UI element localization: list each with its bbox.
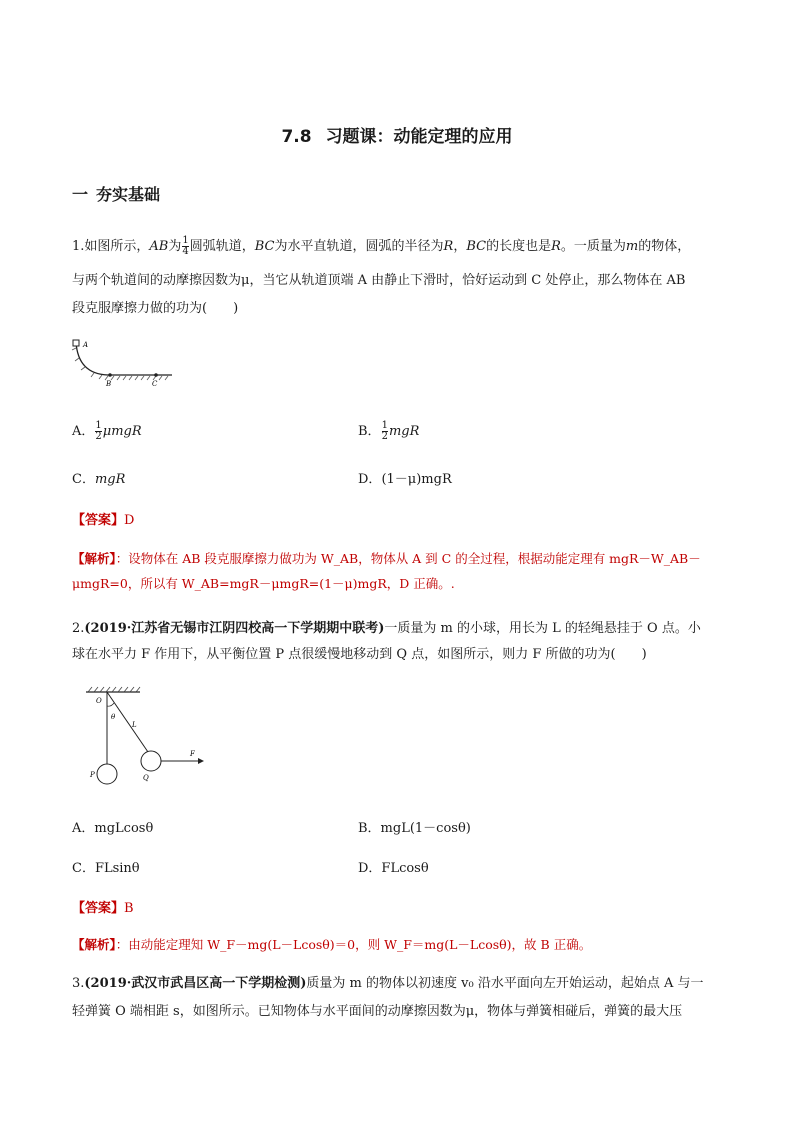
analysis-label: 【解析】 (72, 937, 116, 952)
q1-m: m (625, 239, 639, 254)
q2-ball-q (141, 751, 161, 771)
q2-option-a: A．mgLcosθ (72, 821, 154, 836)
q2-text: 一质量为 m 的小球，用长为 L 的轻绳悬挂于 O 点。小 (384, 621, 701, 636)
title-text: 习题课：动能定理的应用 (325, 127, 513, 147)
q1-text: 圆弧轨道， (189, 239, 255, 254)
q2-option-c: C．FLsinθ (72, 861, 140, 876)
q1-frac-num: 1 (182, 235, 189, 246)
q2-ceiling-hatch (88, 687, 140, 692)
q1-option-a (72, 420, 142, 442)
q2-string-q (107, 692, 148, 752)
q1-bc: BC (254, 239, 275, 254)
answer-value: D (124, 513, 135, 528)
q1-text: 为 (168, 239, 182, 254)
q2-label-p: P (90, 771, 95, 779)
analysis-label: 【解析】 (72, 551, 116, 566)
q1-option-c (72, 468, 125, 487)
q2-line-2: 球在水平力 F 作用下，从平衡位置 P 点很缓慢地移动到 Q 点，如图所示，则力 F 所做的功为( ) (72, 647, 647, 662)
answer-label: 【答案】 (72, 901, 125, 916)
q3-line-1 (72, 974, 732, 994)
option-expr: μmgR (102, 424, 142, 439)
q2-line-1 (72, 619, 732, 639)
q2-option-b: B．mgL(1－cosθ) (358, 821, 471, 836)
q1-analysis-line-2: μmgR=0，所以有 W_AB=mgR－μmgR=(1－μ)mgR，D 正确。. (72, 576, 455, 591)
analysis-text: ：由动能定理知 W_F－mg(L－Lcosθ)＝0，则 W_F＝mg(L－Lcosθ)，故 B 正确。 (115, 937, 592, 952)
q1-track-line (76, 342, 172, 375)
q1-option-b (358, 420, 419, 442)
q1-r: R (443, 239, 454, 254)
q2-label-q: Q (143, 774, 149, 782)
q1-line-1 (72, 236, 732, 257)
q2-option-d: D．FLcosθ (358, 861, 429, 876)
q2-ball-p (97, 764, 117, 784)
section-title: 夯实基础 (96, 185, 161, 204)
q1-label-a: A (83, 341, 89, 349)
q1-option-d (358, 468, 452, 487)
q3-text: 质量为 m 的物体以初速度 v₀ 沿水平面向左开始运动，起始点 A 与一 (306, 976, 704, 991)
q1-point-b (108, 373, 112, 377)
q1-text: 为水平直轨道，圆弧的半径为 (274, 239, 444, 254)
q1-line-3: 段克服摩擦力做的功为( ) (72, 301, 239, 316)
q1-r: R (551, 239, 561, 254)
q2-analysis (72, 935, 591, 955)
section-mark: 一 (72, 185, 89, 204)
q1-ab: AB (149, 239, 169, 254)
q1-block (73, 340, 79, 346)
q2-angle-arc (107, 703, 114, 706)
q1-text: 。一质量为 (560, 239, 626, 254)
q1-text: 1.如图所示， (72, 239, 150, 254)
q1-bc: BC (466, 239, 487, 254)
option-expr: mgR (388, 424, 420, 439)
answer-label: 【答案】 (72, 513, 125, 528)
q1-point-c (154, 373, 158, 377)
q2-arrow-head (198, 758, 204, 764)
q2-number: 2. (72, 621, 85, 636)
q1-answer (72, 509, 134, 528)
q1-opt-b-frac: $\frac{1}{2}$ (381, 420, 388, 442)
q1-fraction (182, 236, 188, 257)
q2-pendulum-figure (80, 686, 210, 790)
q1-text: ， (453, 239, 467, 254)
q2-answer (72, 897, 134, 916)
answer-value: B (124, 901, 134, 916)
analysis-text: ：设物体在 AB 段克服摩擦力做功为 W_AB，物体从 A 到 C 的全过程，根据动能定理有 mgR－W_AB－ (115, 551, 701, 566)
option-label: A． (72, 424, 95, 439)
q1-label-c: C (152, 380, 158, 388)
q1-track-figure (68, 338, 178, 388)
q1-opt-a-frac: $\frac{1}{2}$ (95, 420, 102, 442)
q1-text: 的物体， (638, 239, 691, 254)
q1-text: 的长度也是 (486, 239, 552, 254)
option-label: B． (358, 424, 381, 439)
title-number: 7.8 (281, 127, 312, 147)
q1-analysis-line-1 (72, 549, 701, 569)
q2-label-o: O (96, 697, 102, 705)
option-expr: (1－μ)mgR (381, 472, 452, 487)
q2-label-f: F (190, 750, 195, 758)
q3-source: (2019·武汉市武昌区高一下学期检测) (84, 976, 307, 991)
q3-number: 3. (72, 976, 85, 991)
q3-line-2: 轻弹簧 O 端相距 s，如图所示。已知物体与水平面间的动摩擦因数为μ，物体与弹簧相碰后，弹簧的最大压 (72, 1004, 683, 1019)
q1-frac-den: 4 (182, 246, 189, 257)
option-label: C． (72, 472, 95, 487)
option-expr: mgR (94, 472, 126, 487)
q2-label-l: L (132, 721, 137, 729)
section-heading (72, 182, 160, 205)
page-title (0, 122, 794, 147)
q2-source: (2019·江苏省无锡市江阴四校高一下学期期中联考) (84, 621, 385, 636)
option-label: D． (358, 472, 382, 487)
q2-label-theta: θ (111, 713, 116, 721)
q1-line-2: 与两个轨道间的动摩擦因数为μ，当它从轨道顶端 A 由静止下滑时，恰好运动到 C 处停止，那么物体在 AB (72, 273, 686, 288)
q1-label-b: B (106, 380, 112, 388)
